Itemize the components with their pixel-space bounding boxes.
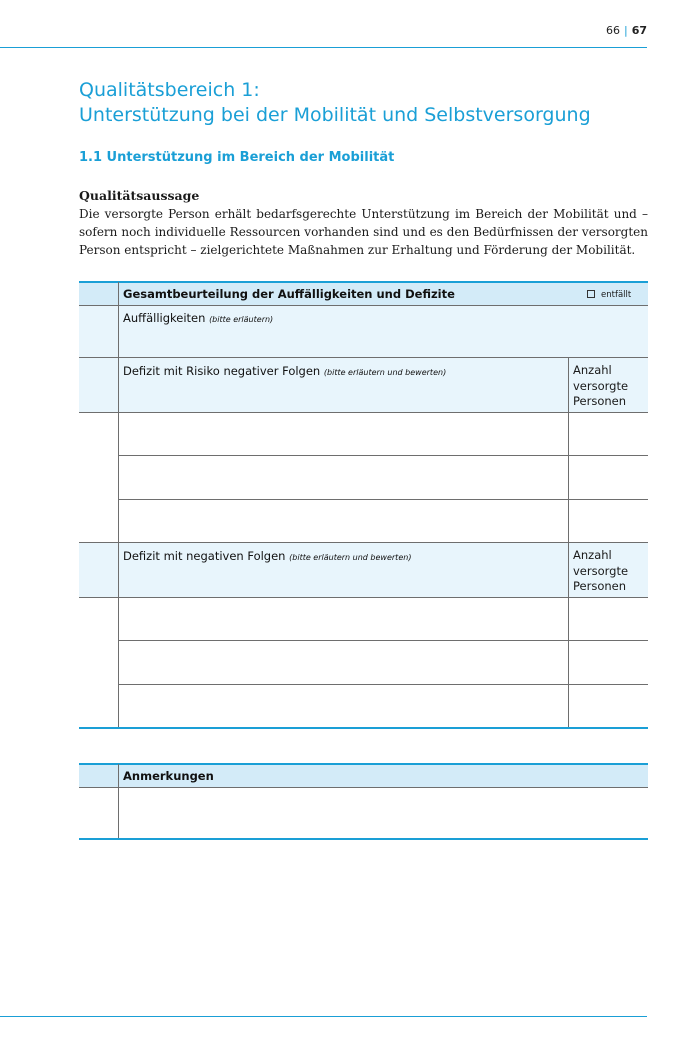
remarks-label: Anmerkungen xyxy=(123,769,214,783)
negative-text: Defizit mit negativen Folgen xyxy=(123,549,286,563)
title-line-1: Qualitätsbereich 1: xyxy=(79,79,260,101)
page-number-right: 67 xyxy=(631,24,647,37)
count-line-1: Anzahl xyxy=(573,548,612,562)
overall-label: Gesamtbeurteilung der Auffälligkeiten und Defizite xyxy=(123,287,455,301)
page-number-separator: | xyxy=(623,24,628,37)
count-line-1: Anzahl xyxy=(573,363,612,377)
negative-count-2[interactable] xyxy=(569,641,648,684)
abnormalities-hint: (bitte erläutern) xyxy=(209,315,274,324)
negative-entry-1[interactable] xyxy=(119,598,568,640)
risk-count-3[interactable] xyxy=(569,500,648,542)
remarks-top-rule xyxy=(79,763,648,765)
title-line-2: Unterstützung bei der Mobilität und Selbstversorgung xyxy=(79,104,591,126)
risk-count-1[interactable] xyxy=(569,413,648,455)
not-applicable-checkbox[interactable] xyxy=(587,290,595,298)
statement-heading: Qualitätsaussage xyxy=(79,188,200,203)
count-line-2: versorgte xyxy=(573,563,629,578)
abnormalities-text: Auffälligkeiten xyxy=(123,311,206,325)
risk-entry-3[interactable] xyxy=(119,500,568,542)
not-applicable-label: entfällt xyxy=(601,290,632,300)
statement-text: Die versorgte Person erhält bedarfsgerechte Unterstützung im Bereich der Mobilität und – sofern noch individuelle Ressourcen vorhanden sind und es den Bedürfnissen der versorgten Person entspricht – zielgerichtete Maßnahmen zur Erhaltung und Förderung der Mobilität. xyxy=(79,207,648,257)
page-title xyxy=(79,78,659,128)
remarks-entry[interactable] xyxy=(119,788,648,838)
risk-hint: (bitte erläutern und bewerten) xyxy=(323,368,447,377)
risk-count-header xyxy=(573,363,628,410)
negative-entry-2[interactable] xyxy=(119,641,568,684)
risk-count-2[interactable] xyxy=(569,456,648,499)
count-line-3: Personen xyxy=(573,394,627,408)
form-bottom-rule xyxy=(79,727,648,729)
risk-label xyxy=(123,364,446,378)
risk-text: Defizit mit Risiko negativer Folgen xyxy=(123,364,321,378)
negative-entry-3[interactable] xyxy=(119,685,568,727)
risk-entry-2[interactable] xyxy=(119,456,568,499)
risk-entry-1[interactable] xyxy=(119,413,568,455)
negative-hint: (bitte erläutern und bewerten) xyxy=(289,553,412,562)
count-line-3: Personen xyxy=(573,579,627,593)
top-rule xyxy=(0,47,647,48)
remarks-bottom-rule xyxy=(79,838,648,840)
abnormalities-label xyxy=(123,311,273,325)
page-number xyxy=(606,24,647,37)
negative-label xyxy=(123,549,411,563)
rule-1 xyxy=(79,305,648,306)
form-top-rule xyxy=(79,281,648,283)
count-line-2: versorgte xyxy=(573,378,629,393)
negative-count-1[interactable] xyxy=(569,598,648,640)
bottom-rule xyxy=(0,1016,647,1017)
page-number-left: 66 xyxy=(605,24,620,37)
rule-2 xyxy=(79,357,648,358)
negative-count-header xyxy=(573,548,628,595)
rule-6 xyxy=(79,542,648,543)
negative-count-3[interactable] xyxy=(569,685,648,727)
section-subtitle: 1.1 Unterstützung im Bereich der Mobilität xyxy=(79,150,395,165)
